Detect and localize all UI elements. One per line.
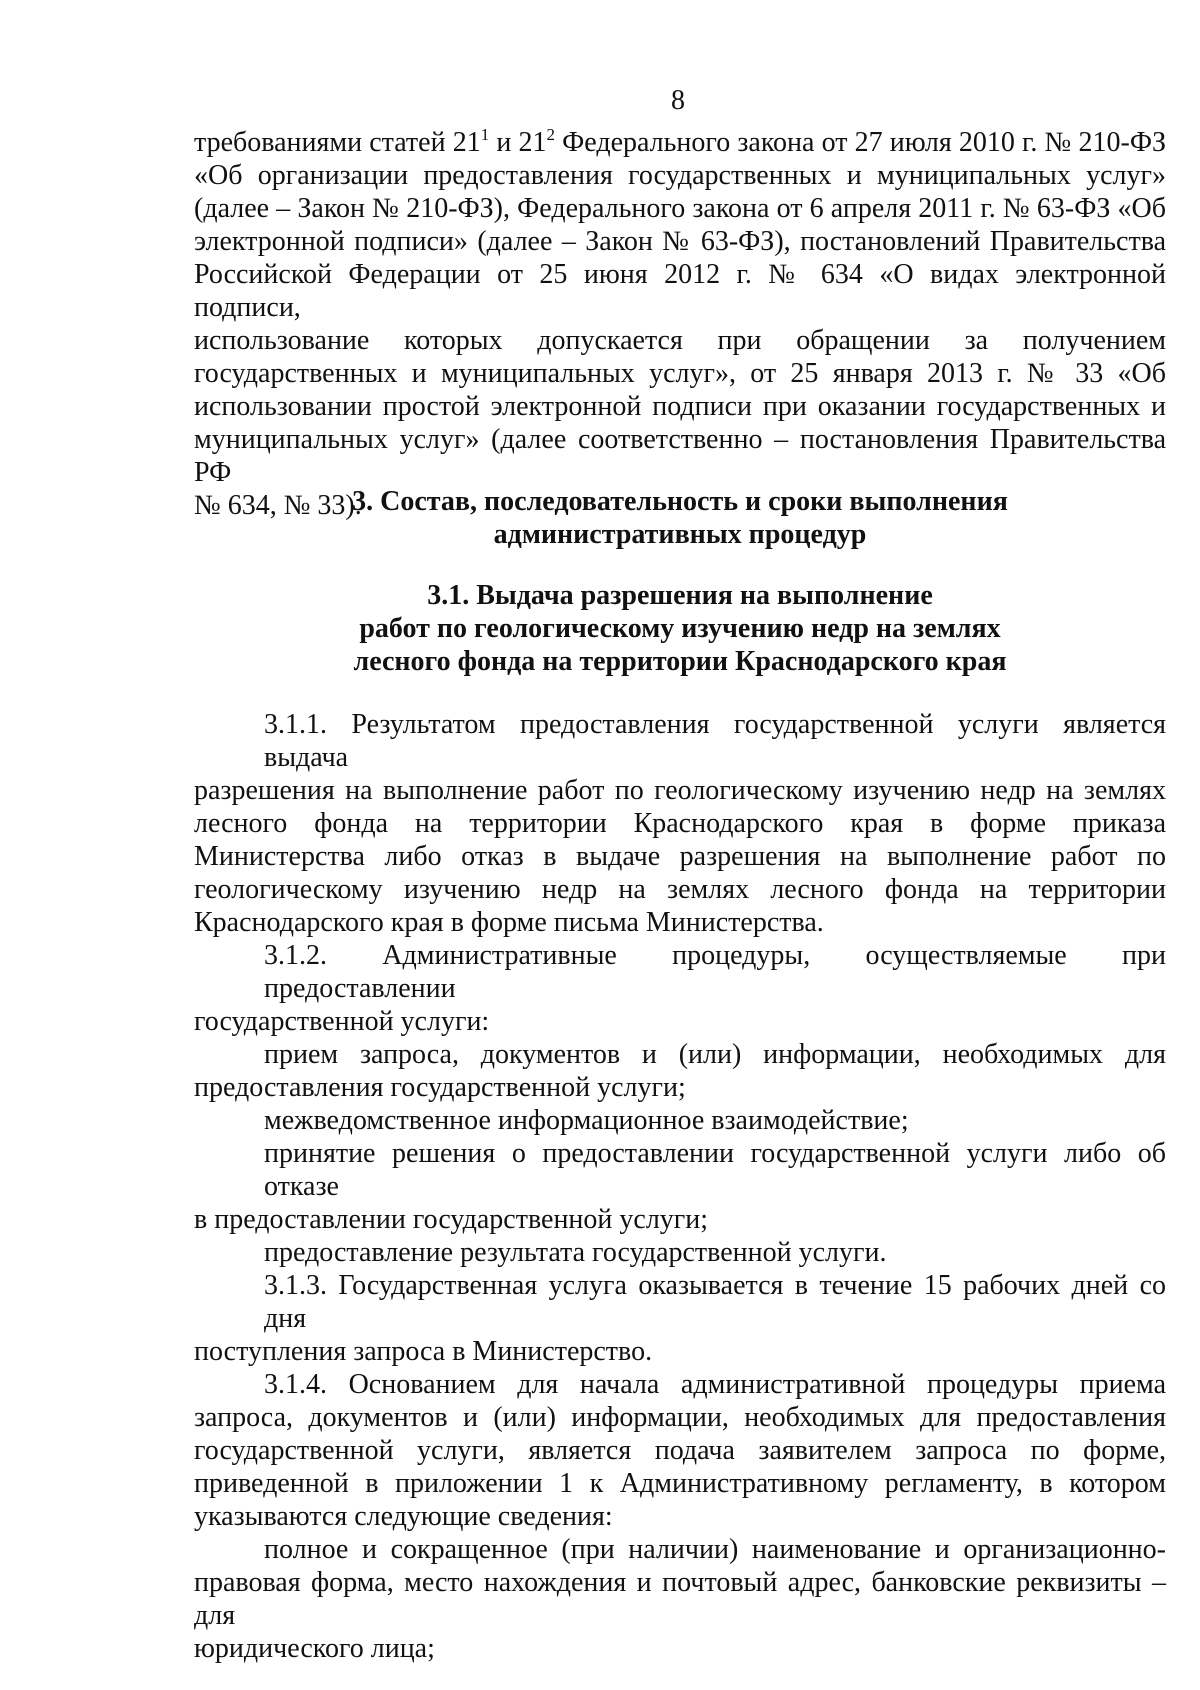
p311-line-1: 3.1.1. Результатом предоставления государственной услуги является выдача [264,709,1166,773]
p313-line-1: 3.1.3. Государственная услуга оказывается в течение 15 рабочих дней со дня [264,1270,1166,1334]
section-3-1-title-line-3: лесного фонда на территории Краснодарского края [353,646,1007,677]
intro-text-b: и 21 [489,127,547,158]
section-3-1-title-line-1: 3.1. Выдача разрешения на выполнение [427,580,933,611]
intro-text-c: Федерального закона от 27 июля 2010 г. № 210-ФЗ [555,127,1167,158]
item3-line-1: принятие решения о предоставлении государственной услуги либо об отказе [264,1138,1166,1202]
p311-line-6: Краснодарского края в форме письма Министерства. [194,907,824,938]
item1-line-1: прием запроса, документов и (или) информации, необходимых для [264,1039,1166,1070]
p312-line-2: государственной услуги: [194,1006,490,1037]
intro-line-7: государственных и муниципальных услуг», от 25 января 2013 г. № 33 «Об [194,358,1166,389]
p314-line-4: приведенной в приложении 1 к Административному регламенту, в котором [194,1468,1166,1499]
item4-line-1: предоставление результата государственной услуги. [264,1237,887,1268]
section-3-title-line-2: административных процедур [493,519,867,550]
item3-line-2: в предоставлении государственной услуги; [194,1204,709,1235]
superscript-1: 1 [480,125,490,144]
body-text [194,708,1166,1665]
intro-line-5: Российской Федерации от 25 июня 2012 г. № 634 «О видах электронной подписи, [194,259,1166,323]
intro-line-9: муниципальных услуг» (далее соответственно – постановления Правительства РФ [194,424,1166,488]
p314-line-3: государственной услуги, является подача заявителем запроса по форме, [194,1435,1166,1466]
p314-line-2: запроса, документов и (или) информации, необходимых для предоставления [194,1402,1166,1433]
p311-line-3: лесного фонда на территории Краснодарского края в форме приказа [194,808,1166,839]
item5-line-3: юридического лица; [194,1633,435,1664]
section-3-1-heading [194,579,1166,678]
intro-line-2: «Об организации предоставления государственных и муниципальных услуг» [194,160,1166,191]
item5-line-1: полное и сокращенное (при наличии) наименование и организационно- [264,1534,1166,1565]
p311-line-4: Министерства либо отказ в выдаче разрешения на выполнение работ по [194,841,1166,872]
section-3-title-line-1: 3. Состав, последовательность и сроки выполнения [352,486,1008,517]
item5-line-2: правовая форма, место нахождения и почтовый адрес, банковские реквизиты – для [194,1567,1166,1631]
p311-line-5: геологическому изучению недр на землях лесного фонда на территории [194,874,1166,905]
section-3-heading [194,485,1166,551]
intro-line-4: электронной подписи» (далее – Закон № 63-ФЗ), постановлений Правительства [194,226,1166,257]
intro-line-8: использовании простой электронной подписи при оказании государственных и [194,391,1166,422]
p311-line-2: разрешения на выполнение работ по геологическому изучению недр на землях [194,775,1166,806]
p312-line-1: 3.1.2. Административные процедуры, осуществляемые при предоставлении [264,940,1166,1004]
section-3-1-title-line-2: работ по геологическому изучению недр на землях [359,613,1001,644]
p314-line-1: 3.1.4. Основанием для начала административной процедуры приема [264,1369,1166,1400]
intro-text-a: требованиями статей 21 [194,127,481,158]
p313-line-2: поступления запроса в Министерство. [194,1336,653,1367]
intro-line-3: (далее – Закон № 210-ФЗ), Федерального закона от 6 апреля 2011 г. № 63-ФЗ «Об [194,193,1166,224]
intro-line-1 [194,126,1166,159]
intro-paragraph [194,126,1166,522]
intro-line-10: № 634, № 33). [194,490,362,521]
superscript-2: 2 [546,125,556,144]
item1-line-2: предоставления государственной услуги; [194,1072,686,1103]
p314-line-5: указываются следующие сведения: [194,1501,613,1532]
page-number: 8 [671,85,685,116]
intro-line-6: использование которых допускается при обращении за получением [194,325,1166,356]
item2-line-1: межведомственное информационное взаимодействие; [264,1105,909,1136]
